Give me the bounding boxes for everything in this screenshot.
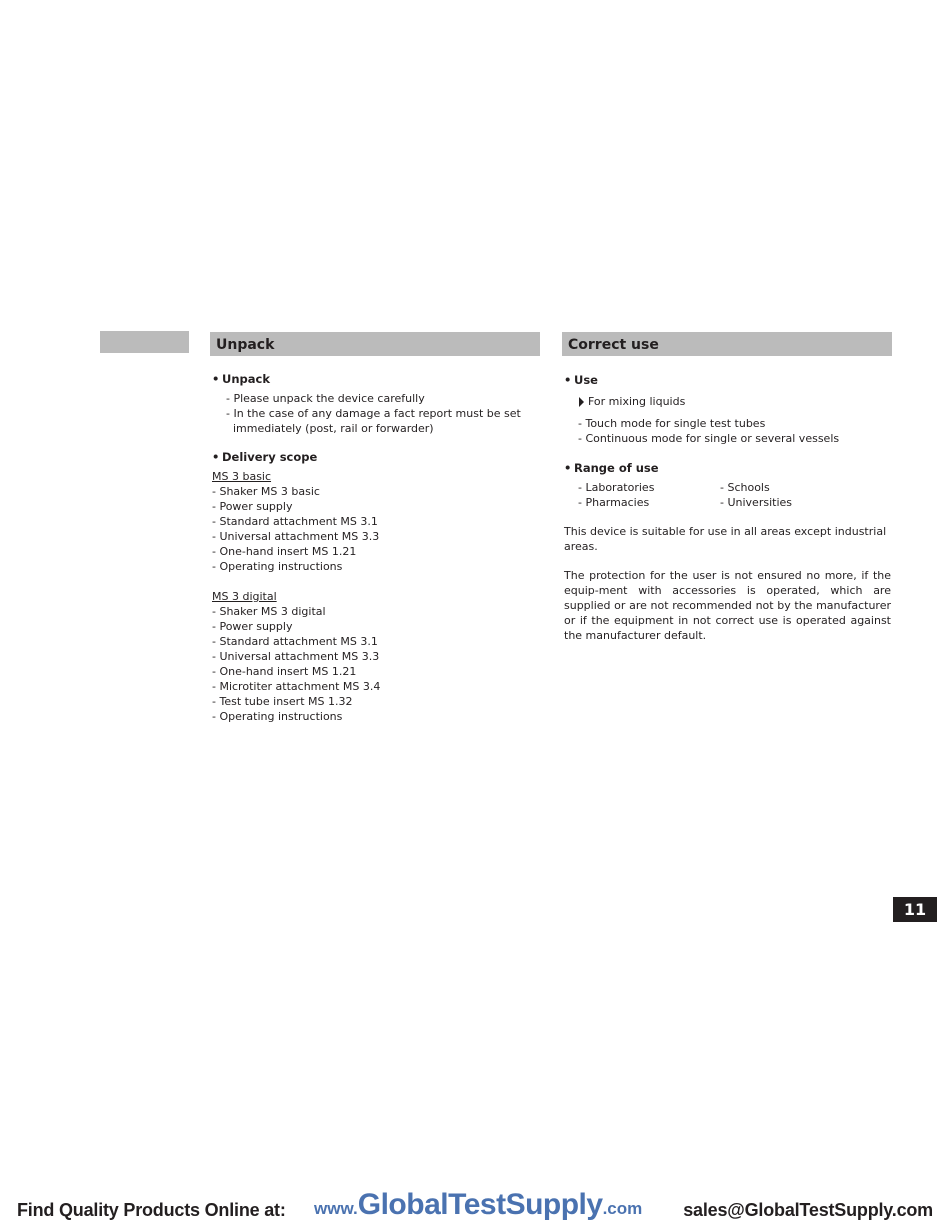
use-mode-item: - Touch mode for single test tubes bbox=[578, 417, 766, 430]
list-item: - Standard attachment MS 3.1 bbox=[212, 635, 378, 648]
range-item: - Laboratories bbox=[578, 481, 655, 494]
protection-note: The protection for the user is not ensured no more, if the equip-ment with accessories is operated, which are supplied or are not recommended not by the manufacturer or if the equipment in not correct use is operated against the manufacturer default. bbox=[564, 569, 891, 642]
footer-email-link[interactable]: sales@GlobalTestSupply.com bbox=[683, 1200, 933, 1220]
triangle-right-icon bbox=[579, 397, 584, 407]
list-item: - Power supply bbox=[212, 500, 293, 513]
use-mode-item: - Continuous mode for single or several vessels bbox=[578, 432, 840, 445]
bullet-icon: • bbox=[564, 461, 572, 475]
range-row bbox=[564, 480, 891, 495]
url-main: GlobalTestSupply bbox=[357, 1188, 603, 1221]
use-title: Use bbox=[574, 373, 598, 387]
list-item: - Power supply bbox=[212, 620, 293, 633]
list-item: - Standard attachment MS 3.1 bbox=[212, 515, 378, 528]
unpack-heading bbox=[212, 372, 532, 387]
range-item: - Pharmacies bbox=[578, 496, 650, 509]
footer-tagline: Find Quality Products Online at: bbox=[17, 1200, 286, 1220]
delivery-scope-heading bbox=[212, 450, 532, 465]
footer-website-link[interactable] bbox=[314, 1188, 642, 1222]
list-item: - Universal attachment MS 3.3 bbox=[212, 530, 380, 543]
footer-banner bbox=[0, 1188, 950, 1228]
range-item: - Universities bbox=[720, 496, 792, 509]
list-item: - Shaker MS 3 digital bbox=[212, 605, 326, 618]
delivery-scope-title: Delivery scope bbox=[222, 450, 318, 464]
list-item: - Shaker MS 3 basic bbox=[212, 485, 320, 498]
list-item: - Operating instructions bbox=[212, 710, 343, 723]
bullet-icon: • bbox=[212, 372, 220, 386]
list-item: - Operating instructions bbox=[212, 560, 343, 573]
side-tab-marker bbox=[100, 331, 189, 353]
range-of-use-heading bbox=[564, 461, 891, 476]
page-number: 11 bbox=[893, 897, 937, 922]
url-prefix: www. bbox=[314, 1199, 358, 1218]
list-item: - Test tube insert MS 1.32 bbox=[212, 695, 353, 708]
right-column bbox=[564, 373, 891, 643]
bullet-icon: • bbox=[212, 450, 220, 464]
list-item: - Microtiter attachment MS 3.4 bbox=[212, 680, 381, 693]
range-item: - Schools bbox=[720, 481, 770, 494]
section-header-unpack: Unpack bbox=[210, 332, 540, 356]
use-heading bbox=[564, 373, 891, 388]
list-item: - One-hand insert MS 1.21 bbox=[212, 545, 357, 558]
ms3-digital-heading: MS 3 digital bbox=[212, 590, 277, 603]
suitability-note: This device is suitable for use in all areas except industrial areas. bbox=[564, 525, 887, 553]
section-header-correct-use: Correct use bbox=[562, 332, 892, 356]
use-arrow-item bbox=[564, 394, 891, 409]
use-arrow-text: For mixing liquids bbox=[588, 395, 686, 408]
unpack-item: - Please unpack the device carefully bbox=[226, 392, 425, 405]
unpack-title: Unpack bbox=[222, 372, 270, 386]
ms3-basic-heading: MS 3 basic bbox=[212, 470, 272, 483]
list-item: - One-hand insert MS 1.21 bbox=[212, 665, 357, 678]
list-item: - Universal attachment MS 3.3 bbox=[212, 650, 380, 663]
range-of-use-title: Range of use bbox=[574, 461, 659, 475]
range-row bbox=[564, 495, 891, 510]
left-column bbox=[212, 372, 532, 724]
unpack-item: - In the case of any damage a fact report must be set immediately (post, rail or forwarder) bbox=[226, 407, 521, 435]
url-suffix: .com bbox=[602, 1199, 643, 1218]
bullet-icon: • bbox=[564, 373, 572, 387]
